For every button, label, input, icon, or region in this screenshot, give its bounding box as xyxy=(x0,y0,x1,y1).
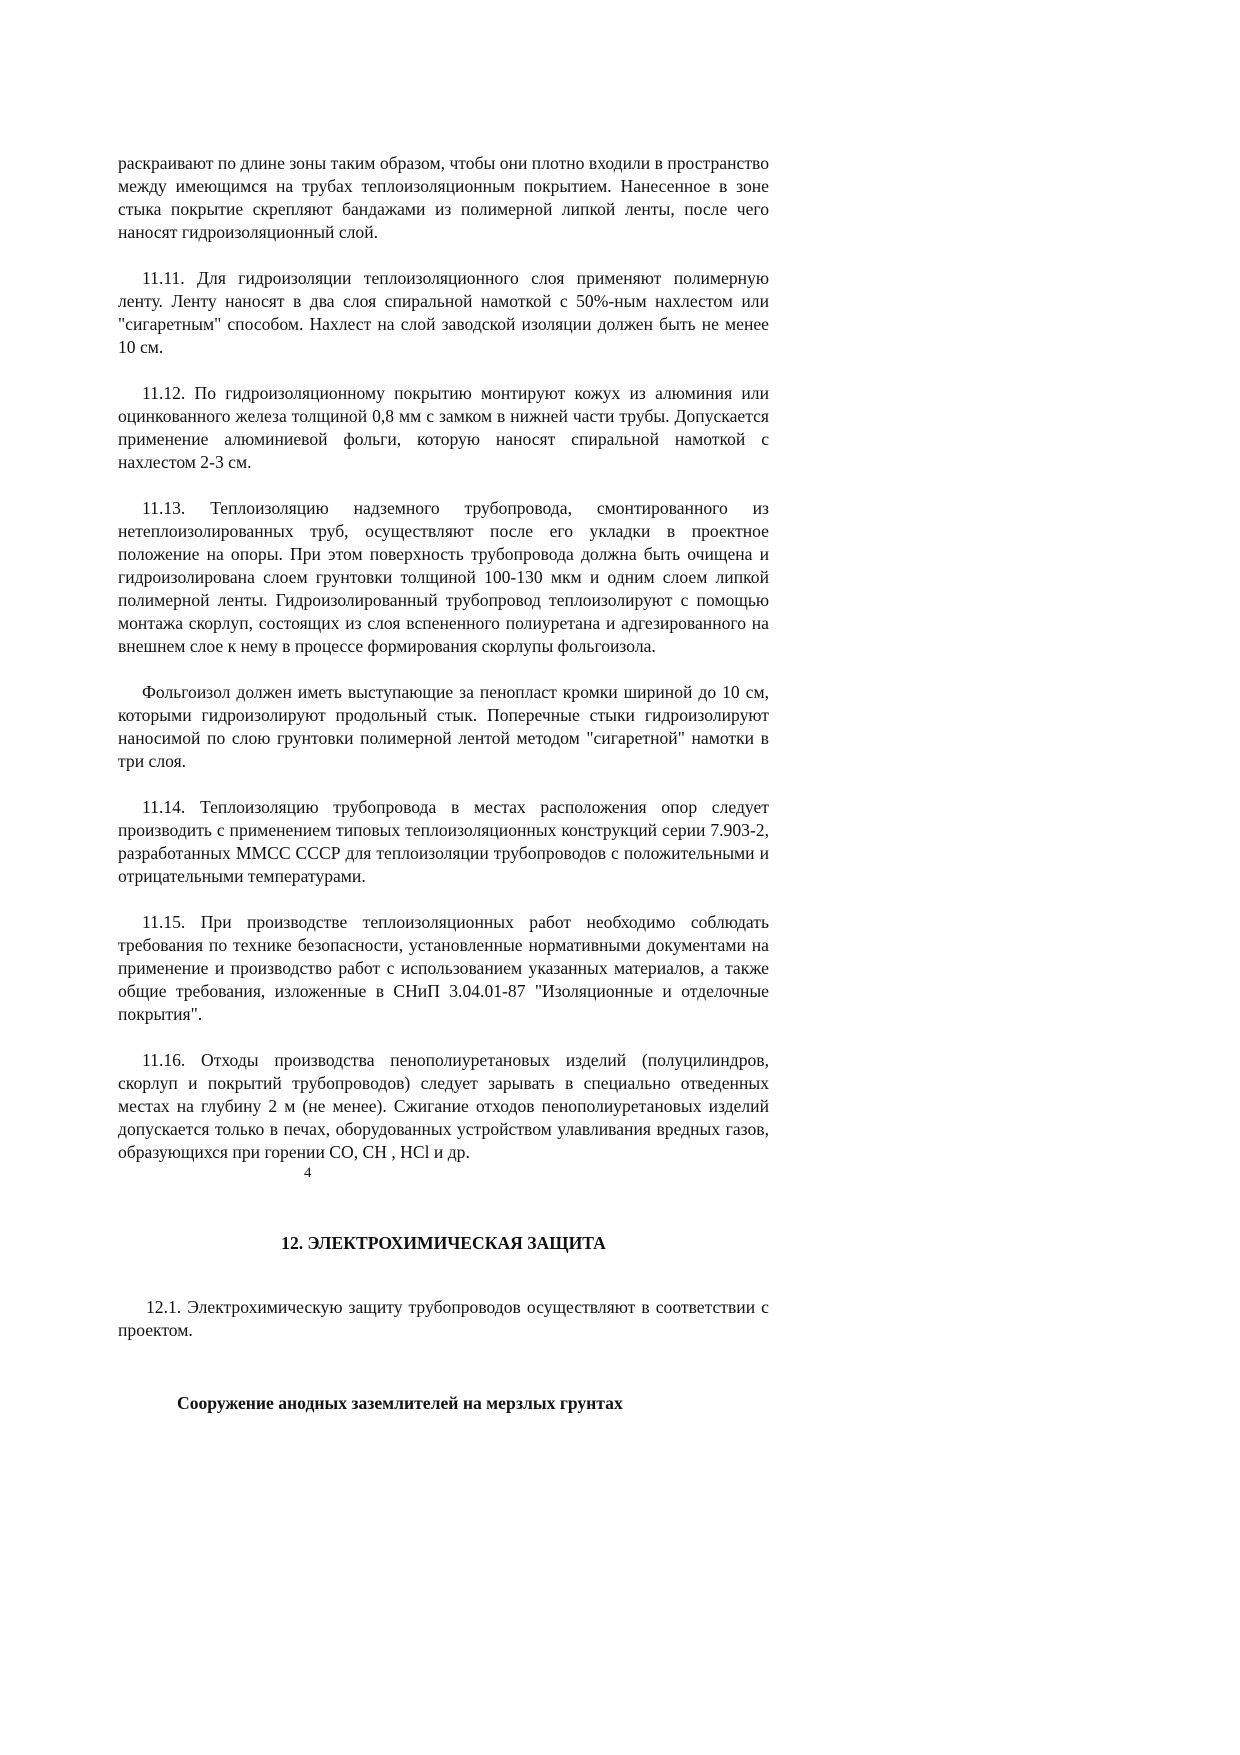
paragraph-11-16: 11.16. Отходы производства пенополиуретановых изделий (полуцилиндров, скорлуп и покрытий трубопроводов) следует зарывать в специально отведенных местах на глубину 2 м (не менее). Сжигание отходов пенополиуретановых изделий допускается только в печах, оборудованных устройством улавливания вредных газов, образующихся при горении СО, СН , HCl и др. xyxy=(118,1050,769,1162)
paragraph-11-12: 11.12. По гидроизоляционному покрытию монтируют кожух из алюминия или оцинкованного железа толщиной 0,8 мм с замком в нижней части трубы. Допускается применение алюминиевой фольги, которую наносят спиральной намоткой с нахлестом 2-3 см. xyxy=(118,383,769,472)
paragraph-11-15: 11.15. При производстве теплоизоляционных работ необходимо соблюдать требования по технике безопасности, установленные нормативными документами на применение и производство работ с использованием указанных материалов, а также общие требования, изложенные в СНиП 3.04.01-87 "Изоляционные и отделочные покрытия". xyxy=(118,912,769,1024)
paragraph-12-1 xyxy=(118,1296,769,1342)
paragraph-11-14: 11.14. Теплоизоляцию трубопровода в местах расположения опор следует производить с применением типовых теплоизоляционных конструкций серии 7.903-2, разработанных ММСС СССР для теплоизоляции трубопроводов с положительными и отрицательными температурами. xyxy=(118,797,769,886)
paragraph-11-11: 11.11. Для гидроизоляции теплоизоляционного слоя применяют полимерную ленту. Ленту наносят в два слоя спиральной намоткой с 50%-ным нахлестом или "сигаретным" способом. Нахлест на слой заводской изоляции должен быть не менее 10 см. xyxy=(118,268,769,357)
paragraph-continuation: раскраивают по длине зоны таким образом, чтобы они плотно входили в пространство между имеющимся на трубах теплоизоляционным покрытием. Нанесенное в зоне стыка покрытие скрепляют бандажами из полимерной липкой ленты, после чего наносят гидроизоляционный слой. xyxy=(118,153,769,242)
document-page xyxy=(118,152,769,1415)
subscript-note: 4 xyxy=(304,1165,312,1181)
section-heading: 12. ЭЛЕКТРОХИМИЧЕСКАЯ ЗАЩИТА xyxy=(281,1233,606,1253)
subsection-heading: Сооружение анодных заземлителей на мерзлых грунтах xyxy=(177,1393,623,1413)
paragraph-12-1-text: 12.1. Электрохимическую защиту трубопроводов осуществляют в соответствии с проектом. xyxy=(118,1297,769,1340)
paragraph-11-13: 11.13. Теплоизоляцию надземного трубопровода, смонтированного из нетеплоизолированных труб, осуществляют после его укладки в проектное положение на опоры. При этом поверхность трубопровода должна быть очищена и гидроизолирована слоем грунтовки толщиной 100-130 мкм и одним слоем липкой полимерной ленты. Гидроизолированный трубопровод теплоизолируют с помощью монтажа скорлуп, состоящих из слоя вспененного полиуретана и адгезированного на внешнем слое к нему в процессе формирования скорлупы фольгоизола. xyxy=(118,498,769,656)
paragraph-foil-insulation: Фольгоизол должен иметь выступающие за пенопласт кромки шириной до 10 см, которыми гидроизолируют продольный стык. Поперечные стыки гидроизолируют наносимой по слою грунтовки полимерной лентой методом "сигаретной" намотки в три слоя. xyxy=(118,682,769,771)
